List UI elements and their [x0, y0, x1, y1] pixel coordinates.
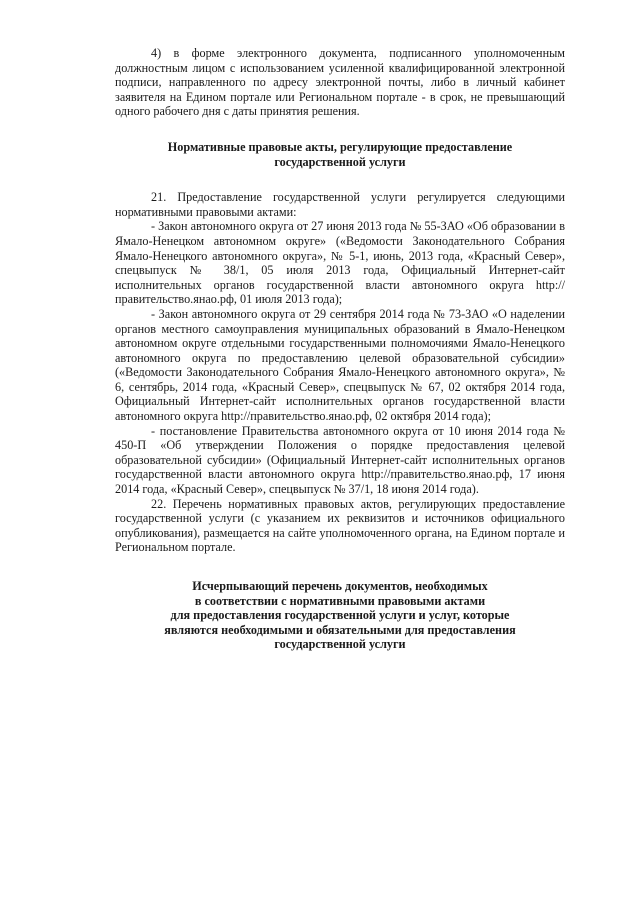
- heading-line: Исчерпывающий перечень документов, необходимых: [192, 579, 488, 593]
- law-item-73-zao: - Закон автономного округа от 29 сентября 2014 года № 73-ЗАО «О наделении органов местного самоуправления муниципальных образований в Ямало-Ненецком автономном округе отдельными государственными полномочиями Ямало-Ненецкого автономного округа по предоставлению целевой образовательной субсидии» («Ведомости Законодательного Собрания Ямало-Ненецкого автономного округа», № 6, сентябрь, 2014 года, «Красный Север», спецвыпуск № 67, 02 октября 2014 года, Официальный Интернет-сайт исполнительных органов государственной власти автономного округа http://правительство.янао.рф, 02 октября 2014 года);: [115, 306, 565, 424]
- law-item-450-p: - постановление Правительства автономного округа от 10 июня 2014 года № 450-П «Об утверждении Положения о порядке предоставления целевой образовательной субсидии» (Официальный Интернет-сайт исполнительных органов государственной власти автономного округа http://правительство.янао.рф, 17 июня 2014 года, «Красный Север», спецвыпуск № 37/1, 18 июня 2014 года).: [115, 423, 565, 497]
- heading-line: для предоставления государственной услуги и услуг, которые: [170, 608, 510, 623]
- document-page: [115, 46, 565, 652]
- paragraph-22: 22. Перечень нормативных правовых актов, регулирующих предоставление государственной услуги (с указанием их реквизитов и источников официального опубликования), размещается на сайте уполномоченного органа, на Едином портале и Региональном портале.: [115, 496, 565, 555]
- heading-line: являются необходимыми и обязательными для предоставления: [164, 622, 516, 637]
- paragraph-21: 21. Предоставление государственной услуги регулируется следующими нормативными правовыми актами:: [115, 190, 565, 219]
- section-heading-legal-acts: [115, 140, 565, 169]
- paragraph-item-4: 4) в форме электронного документа, подписанного уполномоченным должностным лицом с использованием усиленной квалифицированной электронной подписи, направленного по адресу электронной почты, либо в личный кабинет заявителя на Едином портале или Региональном портале - в срок, не превышающий одного рабочего дня с даты принятия решения.: [115, 46, 565, 119]
- heading-line: в соответствии с нормативными правовыми актами: [194, 593, 486, 608]
- law-item-55-zao: - Закон автономного округа от 27 июня 2013 года № 55-ЗАО «Об образовании в Ямало-Ненецком автономном округе» («Ведомости Законодательного Собрания Ямало-Ненецкого автономного округа», № 5-1, июнь, 2013 года, «Красный Север», спецвыпуск № 38/1, 05 июля 2013 года, Официальный Интернет-сайт исполнительных органов государственной власти автономного округа http://правительство.янао.рф, 01 июля 2013 года);: [115, 219, 565, 307]
- section-heading-documents-list: [115, 579, 565, 652]
- heading-line: Нормативные правовые акты, регулирующие предоставление: [167, 139, 513, 154]
- heading-line: государственной услуги: [274, 637, 406, 652]
- heading-line: государственной услуги: [274, 154, 406, 169]
